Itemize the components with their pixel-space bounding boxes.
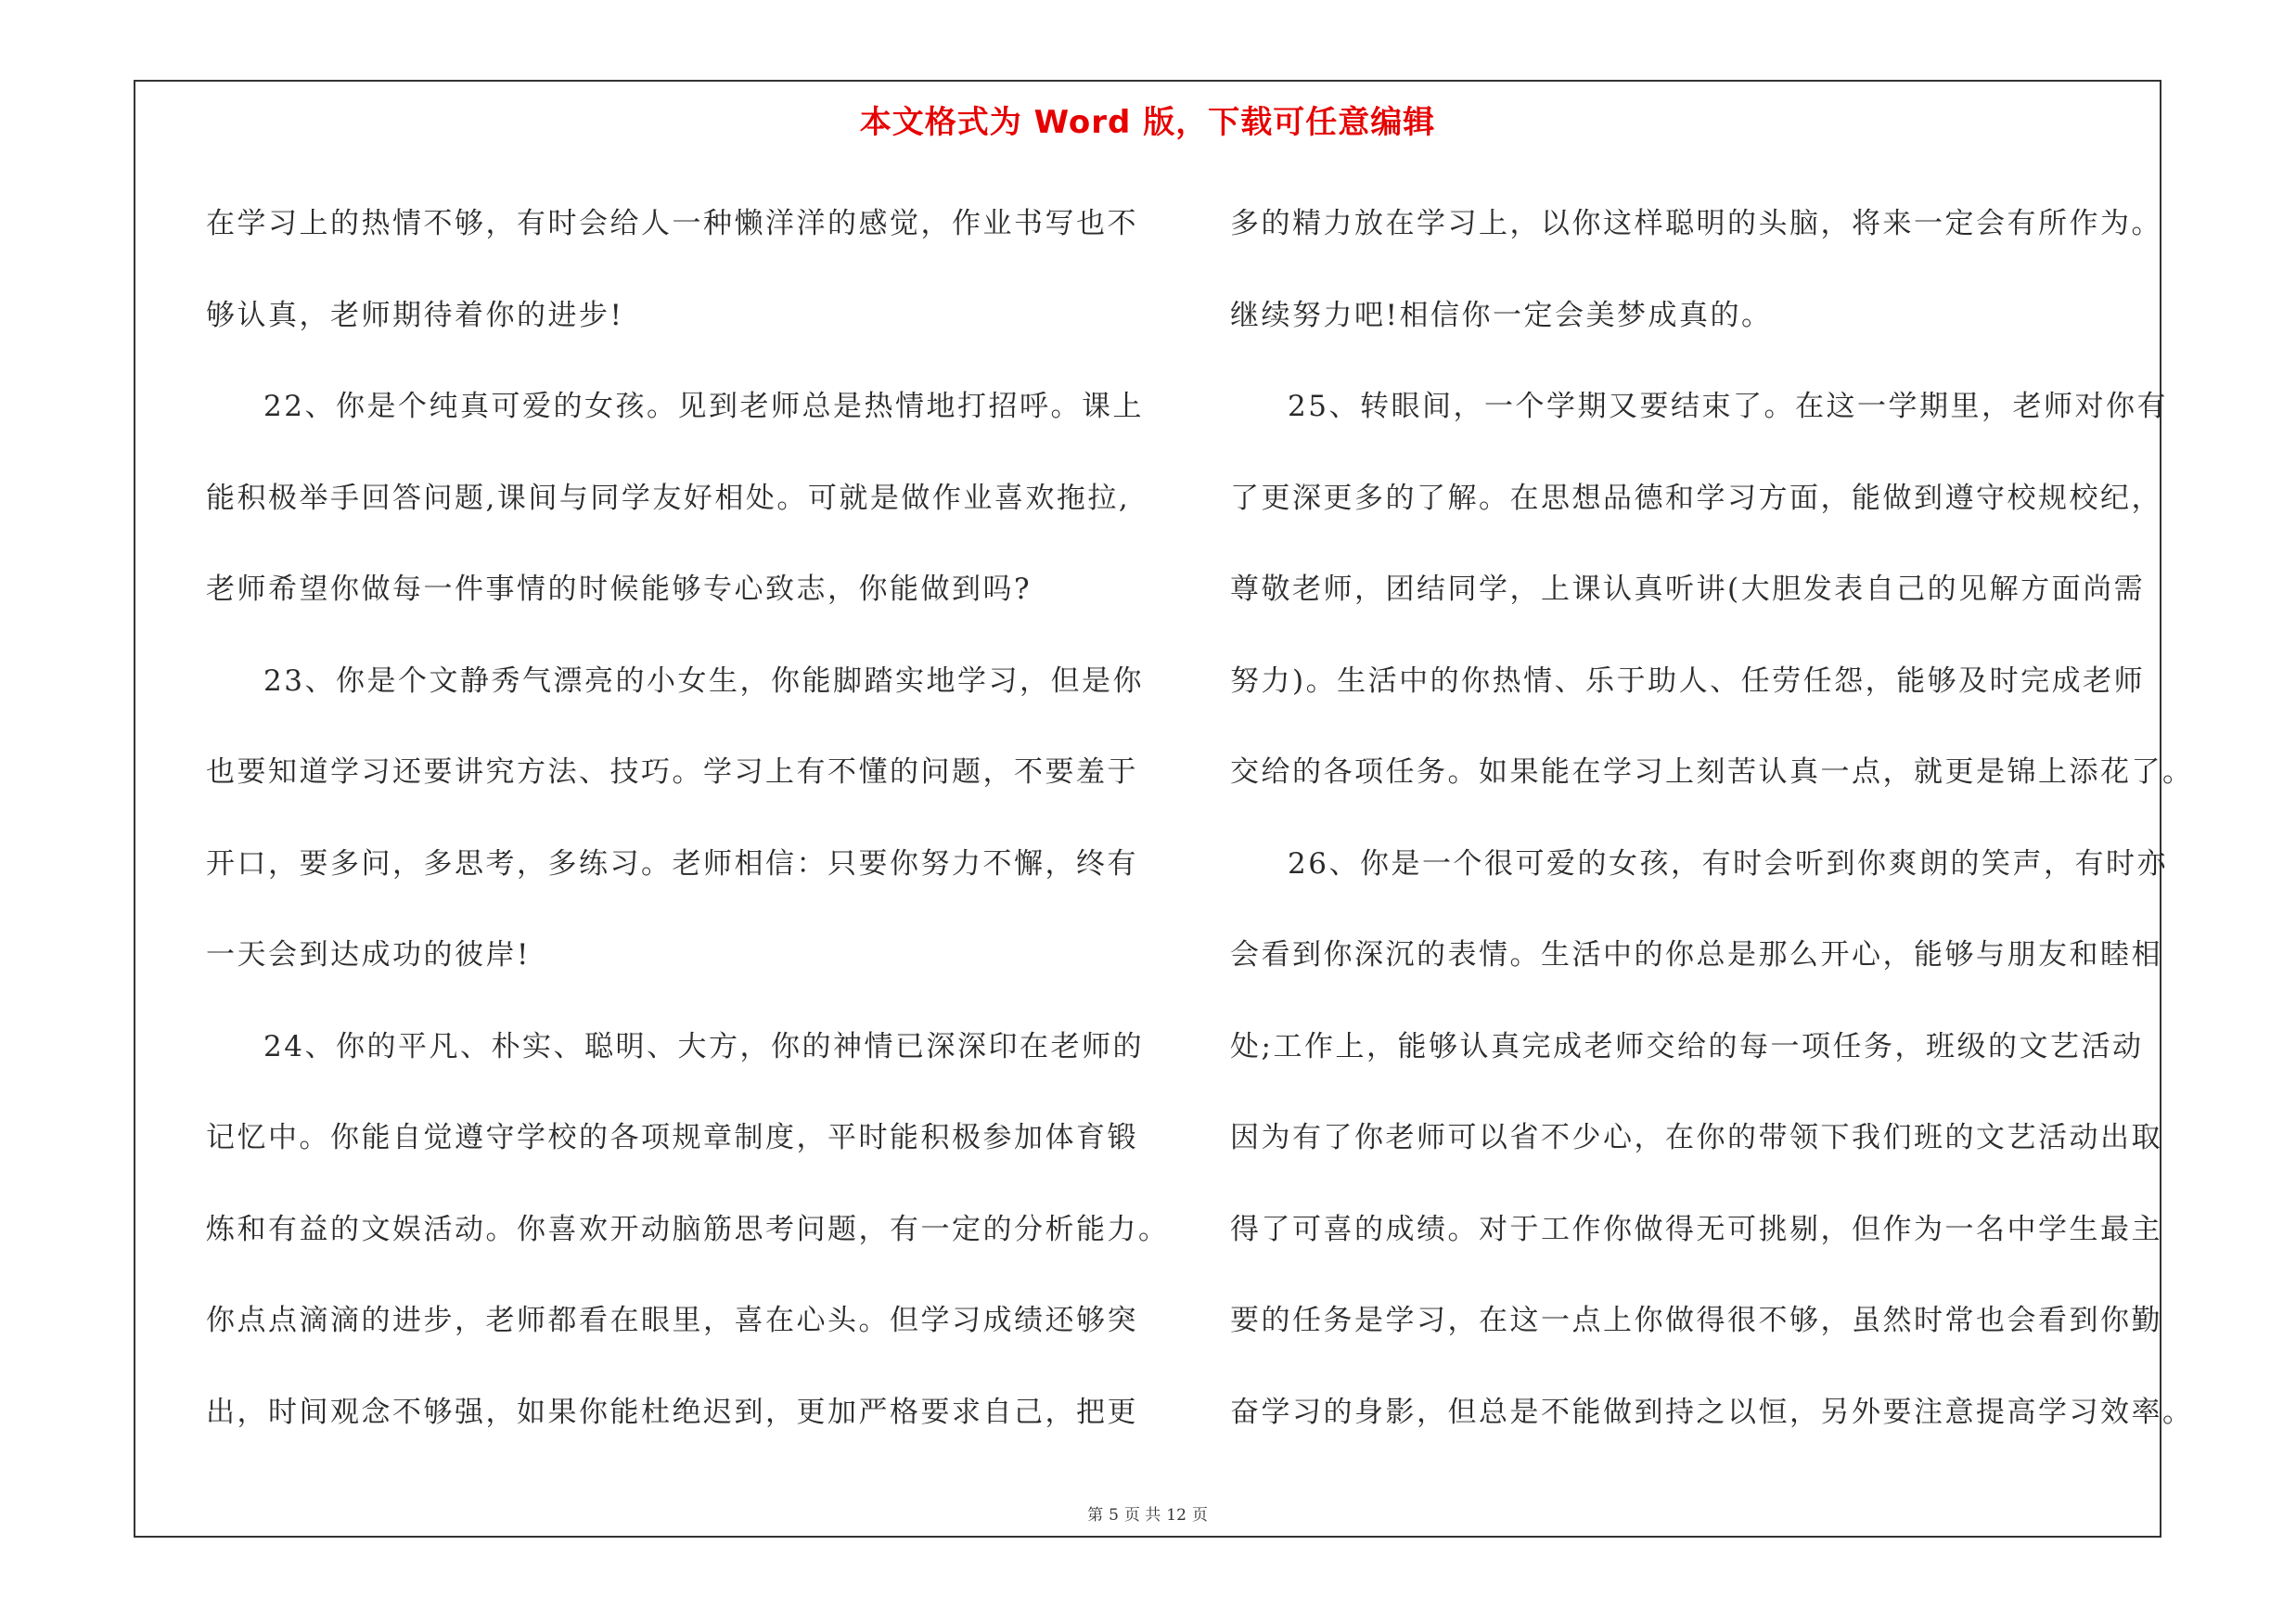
text-line: 多的精力放在学习上，以你这样聪明的头脑，将来一定会有所作为。	[1230, 207, 2162, 240]
text-line: 22、你是个纯真可爱的女孩。见到老师总是热情地打招呼。课上	[263, 390, 1144, 423]
page-footer	[135, 1501, 2160, 1525]
text-line: 因为有了你老师可以省不少心，在你的带领下我们班的文艺活动出取	[1230, 1121, 2162, 1154]
text-line: 能积极举手回答问题,课间与同学友好相处。可就是做作业喜欢拖拉,	[206, 481, 1131, 515]
text-line: 在学习上的热情不够，有时会给人一种懒洋洋的感觉，作业书写也不	[206, 207, 1138, 240]
text-line: 继续努力吧!相信你一定会美梦成真的。	[1230, 298, 1773, 332]
text-line: 老师希望你做每一件事情的时候能够专心致志，你能做到吗?	[206, 573, 1033, 606]
text-line: 26、你是一个很可爱的女孩，有时会听到你爽朗的笑声，有时亦	[1288, 846, 2168, 881]
text-line: 处;工作上，能够认真完成老师交给的每一项任务，班级的文艺活动	[1230, 1029, 2144, 1063]
text-line: 够认真，老师期待着你的进步!	[206, 298, 624, 332]
text-line: 24、你的平凡、朴实、聪明、大方，你的神情已深深印在老师的	[263, 1029, 1144, 1063]
page-label-suffix: 页	[1191, 1506, 1208, 1525]
text-line: 了更深更多的了解。在思想品德和学习方面，能做到遵守校规校纪，	[1230, 481, 2162, 515]
left-text-column	[206, 178, 1170, 1458]
text-line: 努力)。生活中的你热情、乐于助人、任劳任怨，能够及时完成老师	[1230, 663, 2146, 698]
text-line: 尊敬老师，团结同学，上课认真听讲(大胆发表自己的见解方面尚需	[1230, 573, 2146, 606]
text-line: 会看到你深沉的表情。生活中的你总是那么开心，能够与朋友和睦相	[1230, 938, 2162, 972]
format-notice-banner: 本文格式为 Word 版，下载可任意编辑	[859, 104, 1436, 141]
right-text-column	[1230, 178, 2194, 1458]
current-page-number: 5	[1109, 1506, 1119, 1525]
text-line: 23、你是个文静秀气漂亮的小女生，你能脚踏实地学习，但是你	[263, 663, 1144, 698]
text-line: 开口，要多问，多思考，多练习。老师相信：只要你努力不懈，终有	[206, 846, 1138, 881]
text-line: 25、转眼间，一个学期又要结束了。在这一学期里，老师对你有	[1288, 390, 2168, 423]
page-label-middle: 页 共	[1123, 1506, 1161, 1525]
text-line: 炼和有益的文娱活动。你喜欢开动脑筋思考问题，有一定的分析能力。	[206, 1212, 1170, 1246]
total-page-count: 12	[1166, 1506, 1186, 1525]
page-label-prefix: 第	[1087, 1506, 1104, 1525]
text-line: 你点点滴滴的进步，老师都看在眼里，喜在心头。但学习成绩还够突	[206, 1304, 1138, 1337]
text-line: 要的任务是学习，在这一点上你做得很不够，虽然时常也会看到你勤	[1230, 1304, 2162, 1337]
document-page	[134, 80, 2194, 1538]
text-line: 出，时间观念不够强，如果你能杜绝迟到，更加严格要求自己，把更	[206, 1395, 1138, 1429]
text-line: 记忆中。你能自觉遵守学校的各项规章制度，平时能积极参加体育锻	[206, 1121, 1138, 1154]
text-line: 一天会到达成功的彼岸!	[206, 938, 531, 972]
text-line: 得了可喜的成绩。对于工作你做得无可挑剔，但作为一名中学生最主	[1230, 1212, 2162, 1246]
text-line: 也要知道学习还要讲究方法、技巧。学习上有不懂的问题，不要羞于	[206, 755, 1138, 789]
text-line: 奋学习的身影，但总是不能做到持之以恒，另外要注意提高学习效率。	[1230, 1395, 2194, 1429]
text-line: 交给的各项任务。如果能在学习上刻苦认真一点，就更是锦上添花了。	[1230, 755, 2194, 789]
